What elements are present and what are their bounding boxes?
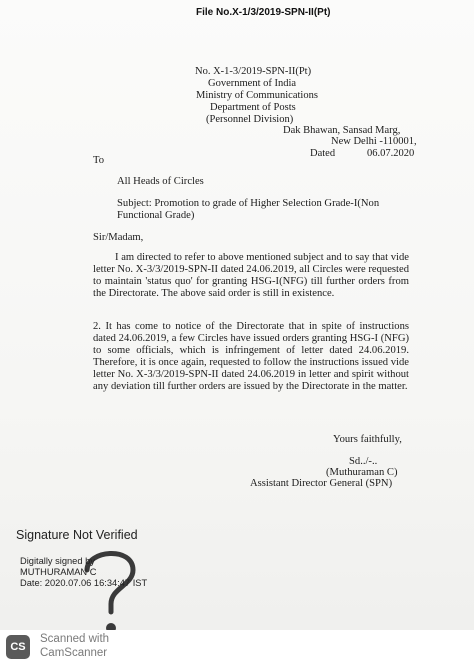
camscanner-line-1: Scanned with xyxy=(40,633,110,645)
ministry-name: Ministry of Communications xyxy=(196,90,318,101)
address-line-2: New Delhi -110001, xyxy=(331,136,417,147)
salutation: Sir/Madam, xyxy=(93,232,144,243)
paragraph-2: 2. It has come to notice of the Directorate that in spite of instructions dated 24.06.2019, a few Circles have issued orders granting HSG-I (NFG) to some officials, which is infringement of letter dated 24.06.2019. Therefore, it is once again, requested to follow the instructions issued vide letter No. X-3/3/2019-SPN-II dated 24.06.2019 in letter and spirit without any deviation till further orders are issued by the Directorate in the matter. xyxy=(93,321,409,392)
camscanner-logo-icon: CS xyxy=(6,635,30,659)
government-name: Government of India xyxy=(208,78,297,89)
department-name: Department of Posts xyxy=(210,102,296,113)
signature-line-1: Digitally signed by xyxy=(20,556,95,566)
signatory-name: (Muthuraman C) xyxy=(326,467,398,478)
paragraph-1: I am directed to refer to above mentioned subject and to say that vide letter No. X-3/3/2019-SPN-II dated 24.06.2019, all Circles were requested to maintain 'status quo' for granting HSG-I(NFG) till further orders from the Directorate. The above said order is still in existence. xyxy=(93,252,409,299)
to-label: To xyxy=(93,155,105,166)
file-number: File No.X-1/3/2019-SPN-II(Pt) xyxy=(196,7,331,18)
closing-yours-faithfully: Yours faithfully, xyxy=(333,434,402,445)
recipient: All Heads of Circles xyxy=(117,176,204,187)
dated-value: 06.07.2020 xyxy=(367,148,415,159)
signature-status: Signature Not Verified xyxy=(16,528,138,542)
closing-sd: Sd../-.. xyxy=(349,456,378,467)
camscanner-line-2: CamScanner xyxy=(40,646,108,659)
signature-line-3: Date: 2020.07.06 16:34:47 IST xyxy=(20,578,148,588)
subject-line-1: Subject: Promotion to grade of Higher Selection Grade-I(Non xyxy=(117,198,380,209)
signature-line-2: MUTHURAMAN C xyxy=(20,567,97,577)
reference-number: No. X-1-3/2019-SPN-II(Pt) xyxy=(195,66,312,77)
camscanner-text xyxy=(40,633,109,660)
signatory-designation: Assistant Director General (SPN) xyxy=(250,478,393,489)
division-name: (Personnel Division) xyxy=(206,114,294,125)
dated-label: Dated xyxy=(310,148,336,159)
address-line-1: Dak Bhawan, Sansad Marg, xyxy=(283,125,401,136)
subject-line-2: Functional Grade) xyxy=(117,210,195,221)
question-mark-icon xyxy=(75,540,145,640)
